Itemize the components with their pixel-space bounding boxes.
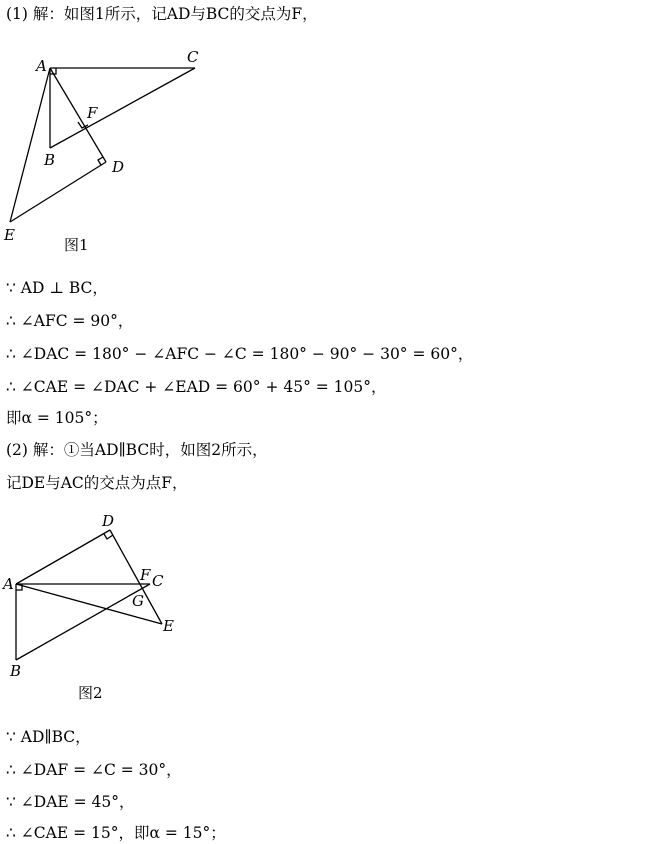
- part2-intro-2: 记DE与AC的交点为点F，: [6, 474, 188, 492]
- part1-intro: (1) 解：如图1所示，记AD与BC的交点为F，: [6, 5, 318, 23]
- part1-step-2: ∴ ∠AFC = 90°，: [6, 312, 134, 330]
- label-c: C: [187, 48, 199, 66]
- figure-1: [0, 40, 260, 260]
- label-c-2: C: [152, 572, 164, 590]
- label-f-2: F: [140, 566, 151, 584]
- part2-step-1: ∵ AD∥BC，: [6, 728, 91, 746]
- label-f: F: [87, 104, 98, 122]
- part2-step-3: ∵ ∠DAE = 45°，: [6, 793, 135, 811]
- figure-2: [0, 508, 200, 678]
- label-d: D: [112, 158, 125, 176]
- label-a: A: [36, 57, 47, 75]
- part1-step-1: ∵ AD ⊥ BC，: [6, 279, 108, 297]
- part1-step-3: ∴ ∠DAC = 180° − ∠AFC − ∠C = 180° − 90° − 30° = 60°，: [6, 345, 474, 363]
- label-b-2: B: [10, 662, 22, 678]
- segment-ae: [10, 68, 50, 222]
- label-e-2: E: [163, 617, 174, 635]
- label-g-2: G: [132, 592, 144, 610]
- part2-step-2: ∴ ∠DAF = ∠C = 30°，: [6, 761, 182, 779]
- right-angle-d-2: [104, 534, 113, 539]
- part2-step-4: ∴ ∠CAE = 15°，即α = 15°；: [6, 824, 226, 842]
- part1-step-5: 即α = 105°；: [6, 409, 108, 427]
- segment-bc: [50, 68, 195, 148]
- label-d-2: D: [102, 512, 115, 530]
- label-e: E: [4, 226, 15, 244]
- segment-ed: [10, 162, 106, 222]
- part2-intro: (2) 解：①当AD∥BC时，如图2所示，: [6, 441, 268, 459]
- figure-2-caption: 图2: [78, 684, 103, 702]
- figure-1-caption: 图1: [64, 236, 89, 254]
- part1-step-4: ∴ ∠CAE = ∠DAC + ∠EAD = 60° + 45° = 105°，: [6, 378, 387, 396]
- label-b: B: [44, 151, 56, 169]
- label-a-2: A: [3, 575, 14, 593]
- segment-bc-2: [16, 584, 150, 660]
- segment-ad-2: [16, 530, 110, 584]
- segment-ad: [50, 68, 106, 162]
